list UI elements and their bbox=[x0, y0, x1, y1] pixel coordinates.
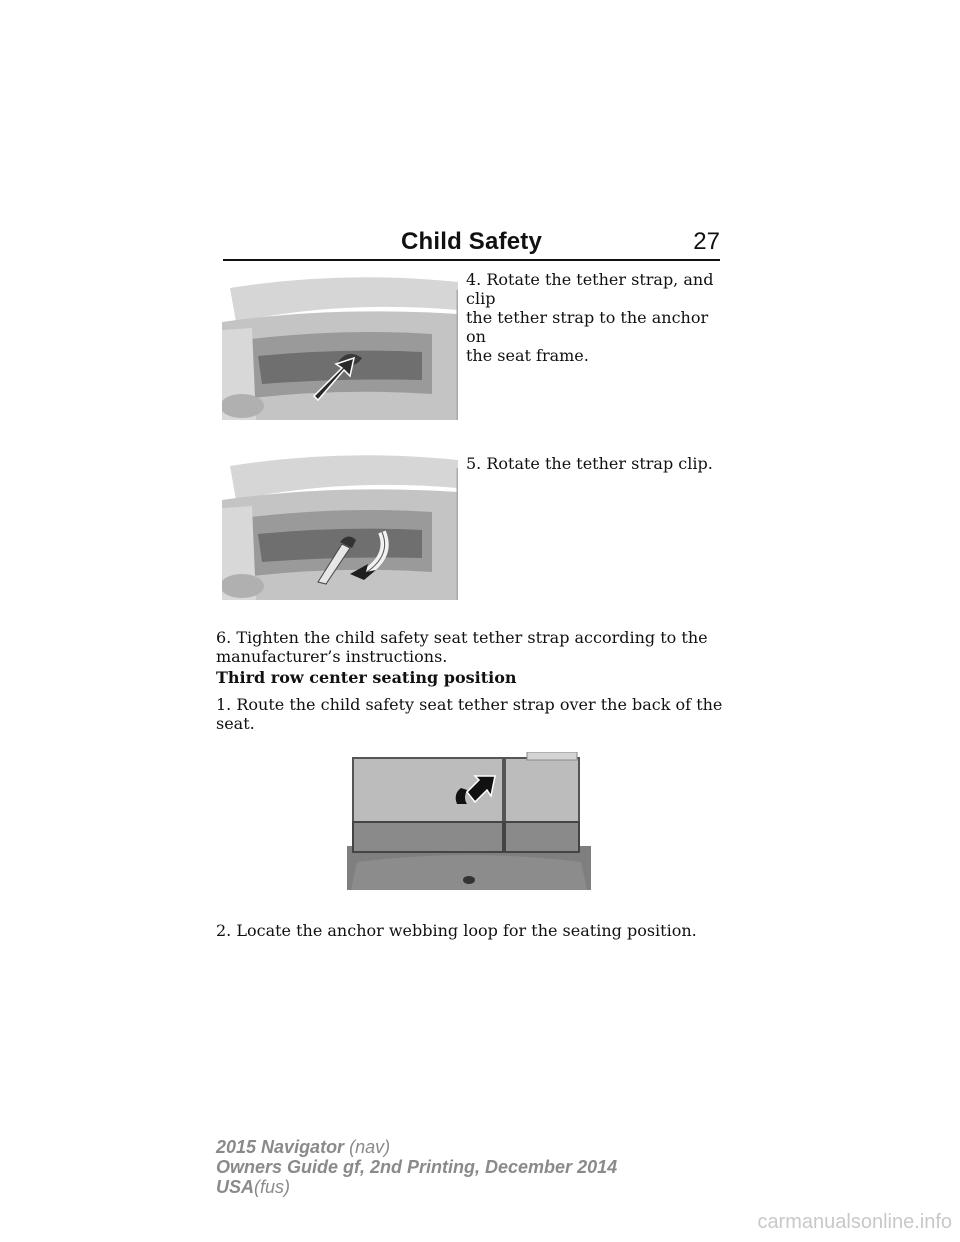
header-divider bbox=[223, 259, 720, 261]
step-6-text bbox=[216, 628, 736, 666]
illustration-clip-tether-strap bbox=[222, 270, 458, 420]
page-header bbox=[223, 228, 720, 262]
step-4-line-3: the seat frame. bbox=[466, 346, 589, 365]
page-title: Child Safety bbox=[400, 228, 543, 255]
step-4-line-2: the tether strap to the anchor on bbox=[466, 308, 709, 346]
footer-printing: Owners Guide gf, 2nd Printing, December 2014 bbox=[216, 1157, 618, 1177]
step-4-line-1: 4. Rotate the tether strap, and clip bbox=[466, 270, 714, 308]
footer-market: USA bbox=[216, 1177, 255, 1197]
step-6-line-2: manufacturer’s instructions. bbox=[216, 647, 448, 666]
section-heading: Third row center seating position bbox=[216, 668, 517, 687]
step-6-line-1: 6. Tighten the child safety seat tether strap according to the bbox=[216, 628, 708, 647]
watermark: carmanualsonline.info bbox=[757, 1211, 952, 1233]
footer-model-code: (nav) bbox=[349, 1137, 391, 1157]
page-number: 27 bbox=[693, 228, 720, 255]
footer-line-3 bbox=[216, 1177, 617, 1197]
illustration-third-row-seat bbox=[347, 752, 591, 890]
footer-line-2 bbox=[216, 1157, 617, 1177]
document-footer bbox=[216, 1137, 617, 1197]
step-5-text: 5. Rotate the tether strap clip. bbox=[466, 454, 713, 473]
step-2-text: 2. Locate the anchor webbing loop for the seating position. bbox=[216, 921, 697, 940]
step-1-text: 1. Route the child safety seat tether strap over the back of the seat. bbox=[216, 695, 723, 733]
step-4-text bbox=[466, 270, 726, 365]
footer-model: 2015 Navigator bbox=[216, 1137, 345, 1157]
illustration-rotate-strap-clip bbox=[222, 448, 458, 600]
footer-line-1 bbox=[216, 1137, 617, 1157]
footer-market-code: (fus) bbox=[254, 1177, 291, 1197]
